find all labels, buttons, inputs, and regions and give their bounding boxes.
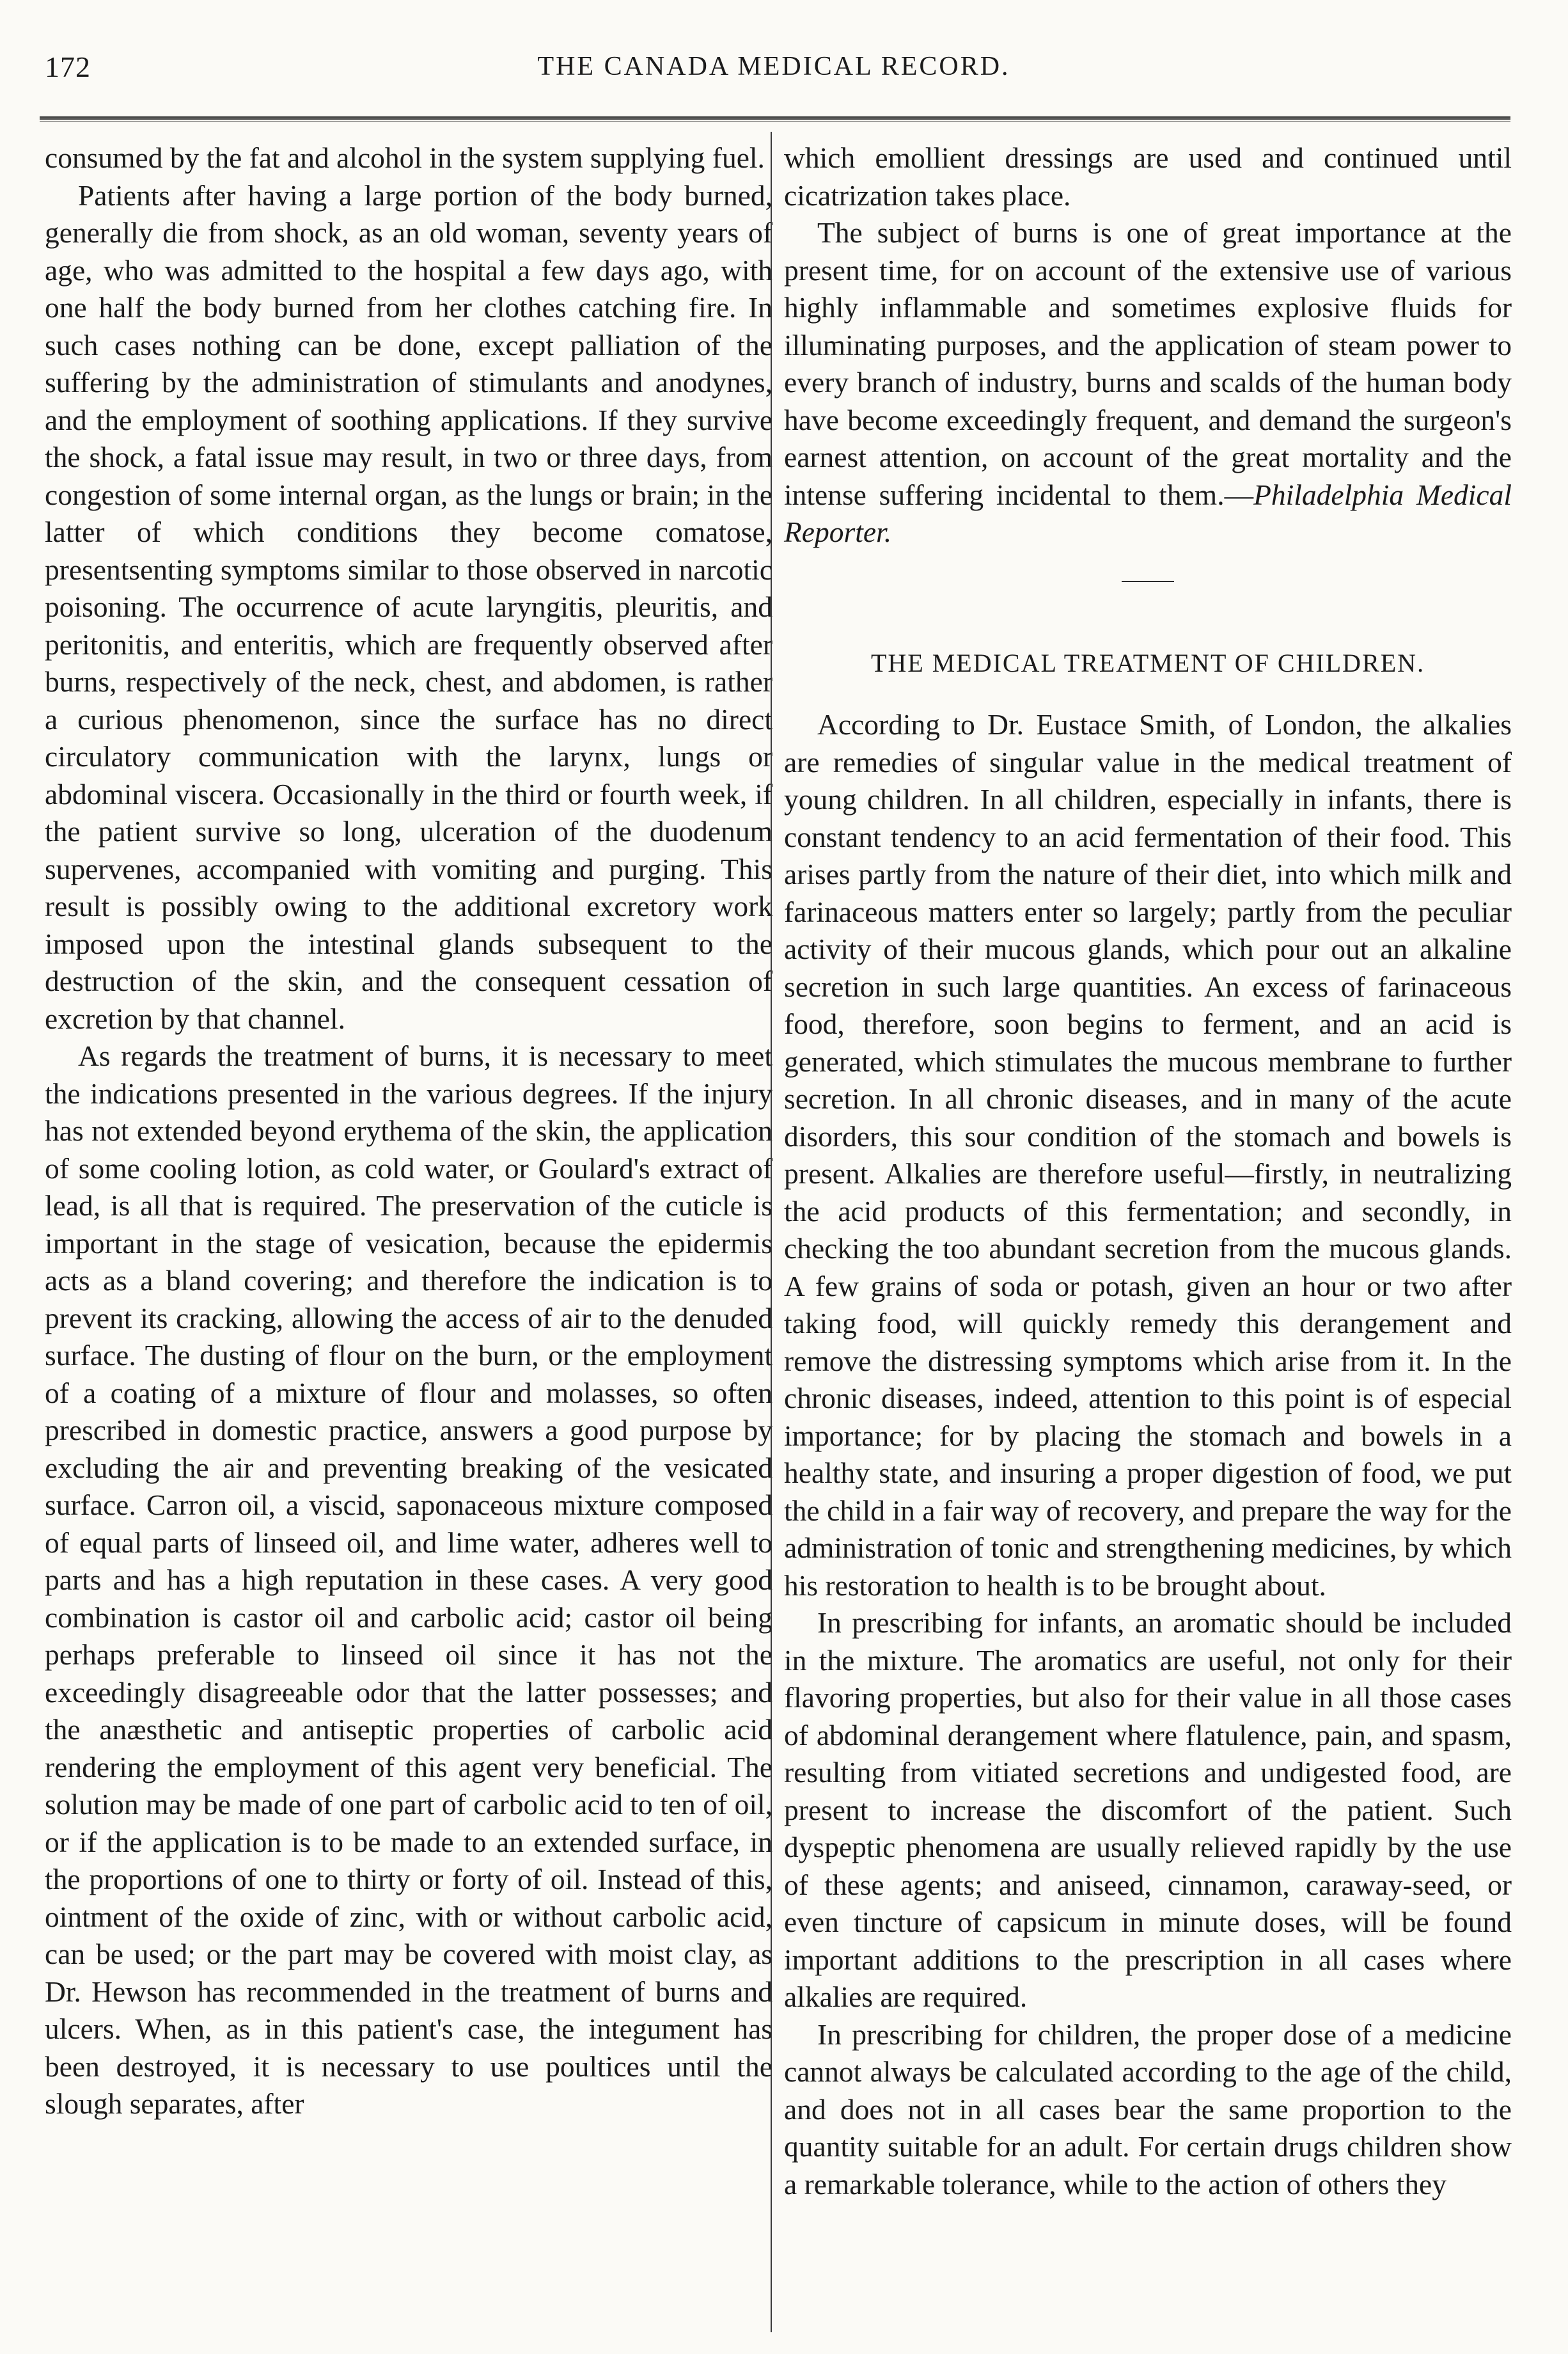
paragraph: In prescribing for infants, an aromatic should be included in the mixture. The aromatics are useful, not only for their flavoring properties, but also for their value in all those cases of abdominal derangement where flatulence, pain, and spasm, resulting from vitiated secretions and undigested food, are present to increase the discomfort of the patient. Such dyspeptic phenomena are usually relieved rapidly by the use of these agents; and aniseed, cinnamon, caraway-seed, or even tincture of capsicum in minute doses, will be found important additions to the prescription in all cases where alkalies are required. bbox=[784, 1606, 1512, 2013]
column-divider bbox=[771, 132, 772, 2332]
paragraph-text: The subject of burns is one of great importance at the present time, for on account of the extensive use of various highly inflammable and sometimes explosive fluids for illuminating purposes, and the application of steam power to every branch of industry, burns and scalds of the human body have become exceedingly frequent, and demand the surgeon's earnest attention, on account of the great mortality and the intense suffering incidental to them.— bbox=[784, 216, 1512, 511]
running-head: THE CANADA MEDICAL RECORD. bbox=[537, 52, 1010, 81]
section-title: THE MEDICAL TREATMENT OF CHILDREN. bbox=[870, 648, 1425, 677]
section-separator bbox=[1122, 581, 1174, 582]
paragraph bbox=[784, 214, 1512, 551]
right-column bbox=[784, 139, 1512, 2328]
page-header bbox=[45, 50, 1503, 95]
paragraph: In prescribing for children, the proper dose of a medicine cannot always be calculated according to the age of the child, and does not in all cases bear the same proportion to the quantity suitable for an adult. For certain drugs children show a remarkable tolerance, while to the action of others they bbox=[784, 2018, 1512, 2200]
paragraph: According to Dr. Eustace Smith, of London, the alkalies are remedies of singular value in the medical treatment of young children. In all children, especially in infants, there is constant tendency to an acid fermentation of their food. This arises partly from the nature of their diet, into which milk and farinaceous matters enter so largely; partly from the peculiar activity of their mucous glands, which pour out an alkaline secretion in such large quantities. An excess of farinaceous food, therefore, soon begins to ferment, and an acid is generated, which stimulates the mucous membrane to further secretion. In all chronic diseases, and in many of the acute disorders, this sour condition of the stomach and bowels is present. Alkalies are therefore useful—firstly, in neutralizing the acid products of this fermentation; and secondly, in checking the too abundant secretion from the mucous glands. A few grains of soda or potash, given an hour or two after taking food, will quickly remedy this derangement and remove the distressing symptoms which arise from it. In the chronic diseases, indeed, attention to this point is of especial importance; for by placing the stomach and bowels in a healthy state, and insuring a proper digestion of food, we put the child in a fair way of recovery, and prepare the way for the administration of tonic and strengthening medicines, by which his restoration to health is to be brought about. bbox=[784, 708, 1512, 1602]
paragraph: Patients after having a large portion of the body burned, generally die from shock, as an old woman, seventy years of age, who was admitted to the hospital a few days ago, with one half the body burned from her clothes catching fire. In such cases nothing can be done, except palliation of the suffering by the administration of stimulants and anodynes, and the employment of soothing applications. If they survive the shock, a fatal issue may result, in two or three days, from congestion of some internal organ, as the lungs or brain; in the latter of which conditions they become comatose, presentsenting symptoms similar to those observed in narcotic poisoning. The occurrence of acute laryngitis, pleuritis, and peritonitis, and enteritis, which are frequently observed after burns, respectively of the neck, chest, and abdomen, is rather a curious phenomenon, since the surface has no direct circulatory communication with the larynx, lungs or abdominal viscera. Occasionally in the third or fourth week, if the patient survive so long, ulceration of the duodenum supervenes, accompanied with vomiting and purging. This result is possibly owing to the additional excretory work imposed upon the intestinal glands subsequent to the destruction of the skin, and the consequent cessation of excretion by that channel. bbox=[45, 178, 772, 1035]
paragraph: which emollient dressings are used and continued until cicatrization takes place. bbox=[784, 141, 1512, 212]
paragraph: consumed by the fat and alcohol in the system supplying fuel. bbox=[45, 141, 765, 174]
page-number: 172 bbox=[45, 51, 91, 83]
left-column bbox=[45, 139, 772, 2328]
source-attribution: Philadelphia Medical Reporter. bbox=[784, 478, 1512, 548]
paragraph: As regards the treatment of burns, it is necessary to meet the indications presented in the various degrees. If the injury has not extended beyond erythema of the skin, the application of some cooling lotion, as cold water, or Goulard's extract of lead, is all that is required. The preservation of the cuticle is important in the stage of vesication, because the epidermis acts as a bland covering; and therefore the indication is to prevent its cracking, allowing the access of air to the denuded surface. The dusting of flour on the burn, or the employment of a coating of a mixture of flour and molasses, so often prescribed in domestic practice, answers a good purpose by excluding the air and preventing breaking of the vesicated surface. Carron oil, a viscid, saponaceous mixture composed of equal parts of linseed oil, and lime water, adheres well to parts and has a high reputation in these cases. A very good combination is castor oil and carbolic acid; castor oil being perhaps preferable to linseed oil since it has not the exceedingly disagreeable odor that the latter possesses; and the anæsthetic and antiseptic properties of carbolic acid rendering the employment of this agent very beneficial. The solution may be made of one part of carbolic acid to ten of oil, or if the application is to be made to an extended surface, in the proportions of one to thirty or forty of oil. Instead of this, ointment of the oxide of zinc, with or without carbolic acid, can be used; or the part may be covered with moist clay, as Dr. Hewson has recommended in the treatment of burns and ulcers. When, as in this patient's case, the integument has been destroyed, it is necessary to use poultices until the slough separates, after bbox=[45, 1039, 772, 2120]
header-rule bbox=[40, 116, 1510, 122]
